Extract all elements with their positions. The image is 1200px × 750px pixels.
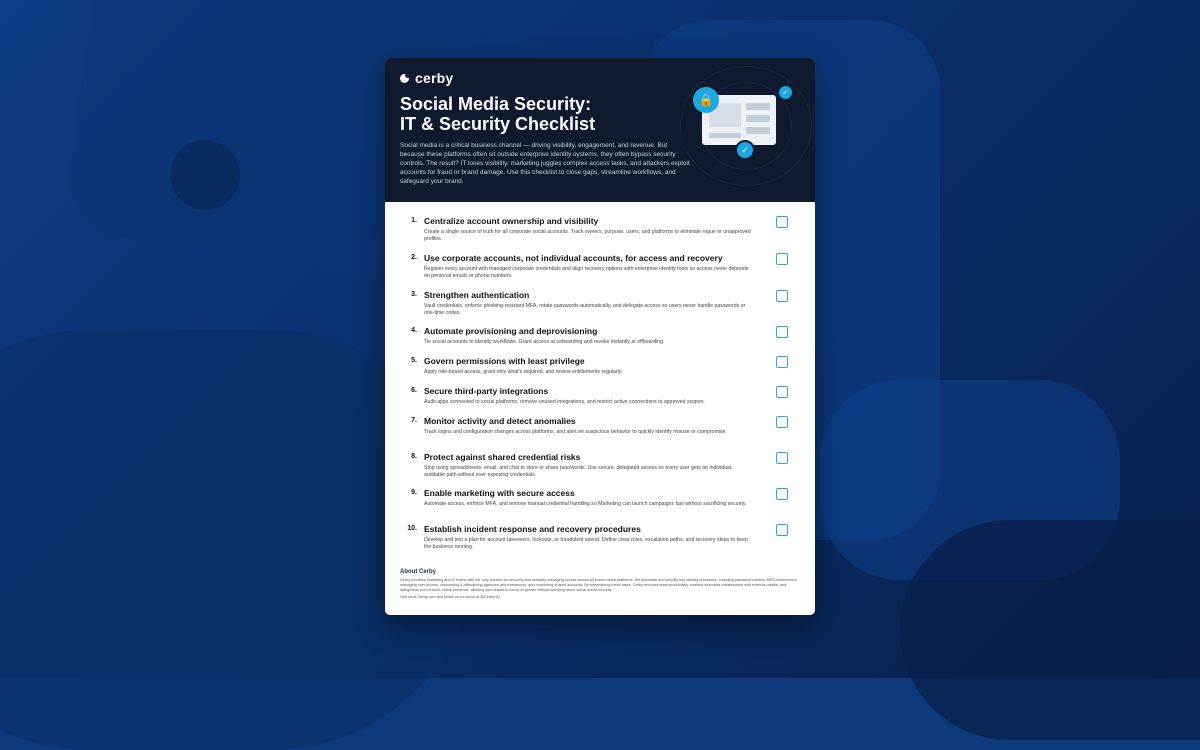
- item-number: 4.: [411, 327, 417, 334]
- item-checkbox[interactable]: [776, 356, 788, 368]
- about-footer: Visit us at Cerby.com and follow us on social at @CerbyHQ.: [400, 594, 501, 599]
- item-title: Secure third-party integrations: [424, 386, 549, 396]
- item-description: Create a single source of truth for all corporate social accounts. Track owners, purpose, users, and platforms to eliminate rogue or unapproved profiles.: [424, 229, 751, 242]
- document-header: [385, 58, 815, 202]
- item-description: Register every account with managed corporate credentials and align recovery options with enterprise identity tools so access never depends on personal emails or phone numbers.: [424, 266, 749, 279]
- intro-paragraph: Social media is a critical business channel — driving visibility, engagement, and revenue. But because these platforms often sit outside enterprise identity systems, they often bypass security controls. The result? IT loses visibility, marketing juggles complex access tasks, and attackers exploit accounts for fraud or brand damage. Use this checklist to close gaps, streamline workflows, and safeguard your brand.: [400, 142, 690, 185]
- item-title: Centralize account ownership and visibility: [424, 216, 599, 226]
- item-number: 3.: [411, 291, 417, 298]
- item-title: Protect against shared credential risks: [424, 452, 581, 462]
- item-number: 7.: [411, 417, 417, 424]
- item-description: Audit apps connected to social platforms, remove unused integrations, and restrict active connections to approved scopes.: [424, 399, 705, 405]
- item-number: 2.: [411, 254, 417, 261]
- item-checkbox[interactable]: [776, 290, 788, 302]
- about-body: Cerby provides Marketing and IT teams with the only solution for securely and centrally managing access across all social media platforms. We automate and simplify key identity processes, including password rotation, MFA enforcement, managing user access, onboarding & offboarding agencies and freelancers, and monitoring shared accounts. By streamlining these tasks, Cerby removes team productivity, enables seamless collaboration with external parties, and safeguards your brand's online presence, allowing your teams to focus on growth without worrying about social media security.: [400, 578, 798, 593]
- document-title: [400, 94, 595, 134]
- item-checkbox[interactable]: [776, 524, 788, 536]
- window-bar: [746, 127, 770, 134]
- item-checkbox[interactable]: [776, 326, 788, 338]
- item-description: Vault credentials, enforce phishing-resistant MFA, rotate passwords automatically, and delegate access so users never handle passwords or one-time codes.: [424, 303, 746, 316]
- item-checkbox[interactable]: [776, 416, 788, 428]
- item-title: Strengthen authentication: [424, 290, 530, 300]
- item-title: Automate provisioning and deprovisioning: [424, 326, 598, 336]
- check-icon: ✓: [735, 140, 755, 160]
- item-title: Monitor activity and detect anomalies: [424, 416, 576, 426]
- brand-logo: [400, 70, 453, 86]
- cerby-logo-icon: [400, 73, 411, 84]
- item-description: Stop using spreadsheets, email, and chat to store or share passwords. Use secure, delegated access so every user gets an individual, auditable path without ever exposing credentials.: [424, 465, 733, 478]
- item-checkbox[interactable]: [776, 253, 788, 265]
- window-bar: [709, 133, 741, 138]
- about-title: About Cerby: [400, 569, 436, 575]
- item-number: 10.: [407, 525, 417, 532]
- item-description: Apply role-based access, grant only what's required, and review entitlements regularly.: [424, 369, 623, 375]
- title-line-2: IT & Security Checklist: [400, 114, 596, 134]
- item-checkbox[interactable]: [776, 216, 788, 228]
- background-shape: [900, 520, 1200, 740]
- item-description: Automate access, enforce MFA, and remove manual credential handling so Marketing can launch campaigns fast without sacrificing security.: [424, 501, 747, 507]
- window-bar: [746, 103, 770, 110]
- item-number: 6.: [411, 387, 417, 394]
- check-icon: ✓: [777, 84, 794, 101]
- checklist-document: [385, 58, 815, 615]
- lock-icon: 🔒: [693, 87, 719, 113]
- item-checkbox[interactable]: [776, 452, 788, 464]
- title-line-1: Social Media Security:: [400, 94, 592, 114]
- item-title: Use corporate accounts, not individual accounts, for access and recovery: [424, 253, 723, 263]
- window-bar: [746, 115, 770, 122]
- item-number: 8.: [411, 453, 417, 460]
- item-title: Govern permissions with least privilege: [424, 356, 585, 366]
- about-section: [400, 569, 800, 600]
- item-description: Track logins and configuration changes across platforms, and alert on suspicious behavior to quickly identify misuse or compromise.: [424, 429, 727, 435]
- item-title: Enable marketing with secure access: [424, 488, 575, 498]
- background-circle: [170, 140, 240, 210]
- item-title: Establish incident response and recovery procedures: [424, 524, 641, 534]
- item-checkbox[interactable]: [776, 386, 788, 398]
- brand-name: cerby: [415, 70, 454, 86]
- item-description: Tie social accounts to identity workflows. Grant access at onboarding and revoke instantly at offboarding.: [424, 339, 665, 345]
- security-illustration: [690, 80, 800, 170]
- item-number: 1.: [411, 217, 417, 224]
- item-number: 9.: [411, 489, 417, 496]
- item-checkbox[interactable]: [776, 488, 788, 500]
- item-description: Develop and test a plan for account takeovers, lockouts, or fraudulent spend. Define clear roles, escalation paths, and recovery steps to keep the business running.: [424, 537, 748, 550]
- item-number: 5.: [411, 357, 417, 364]
